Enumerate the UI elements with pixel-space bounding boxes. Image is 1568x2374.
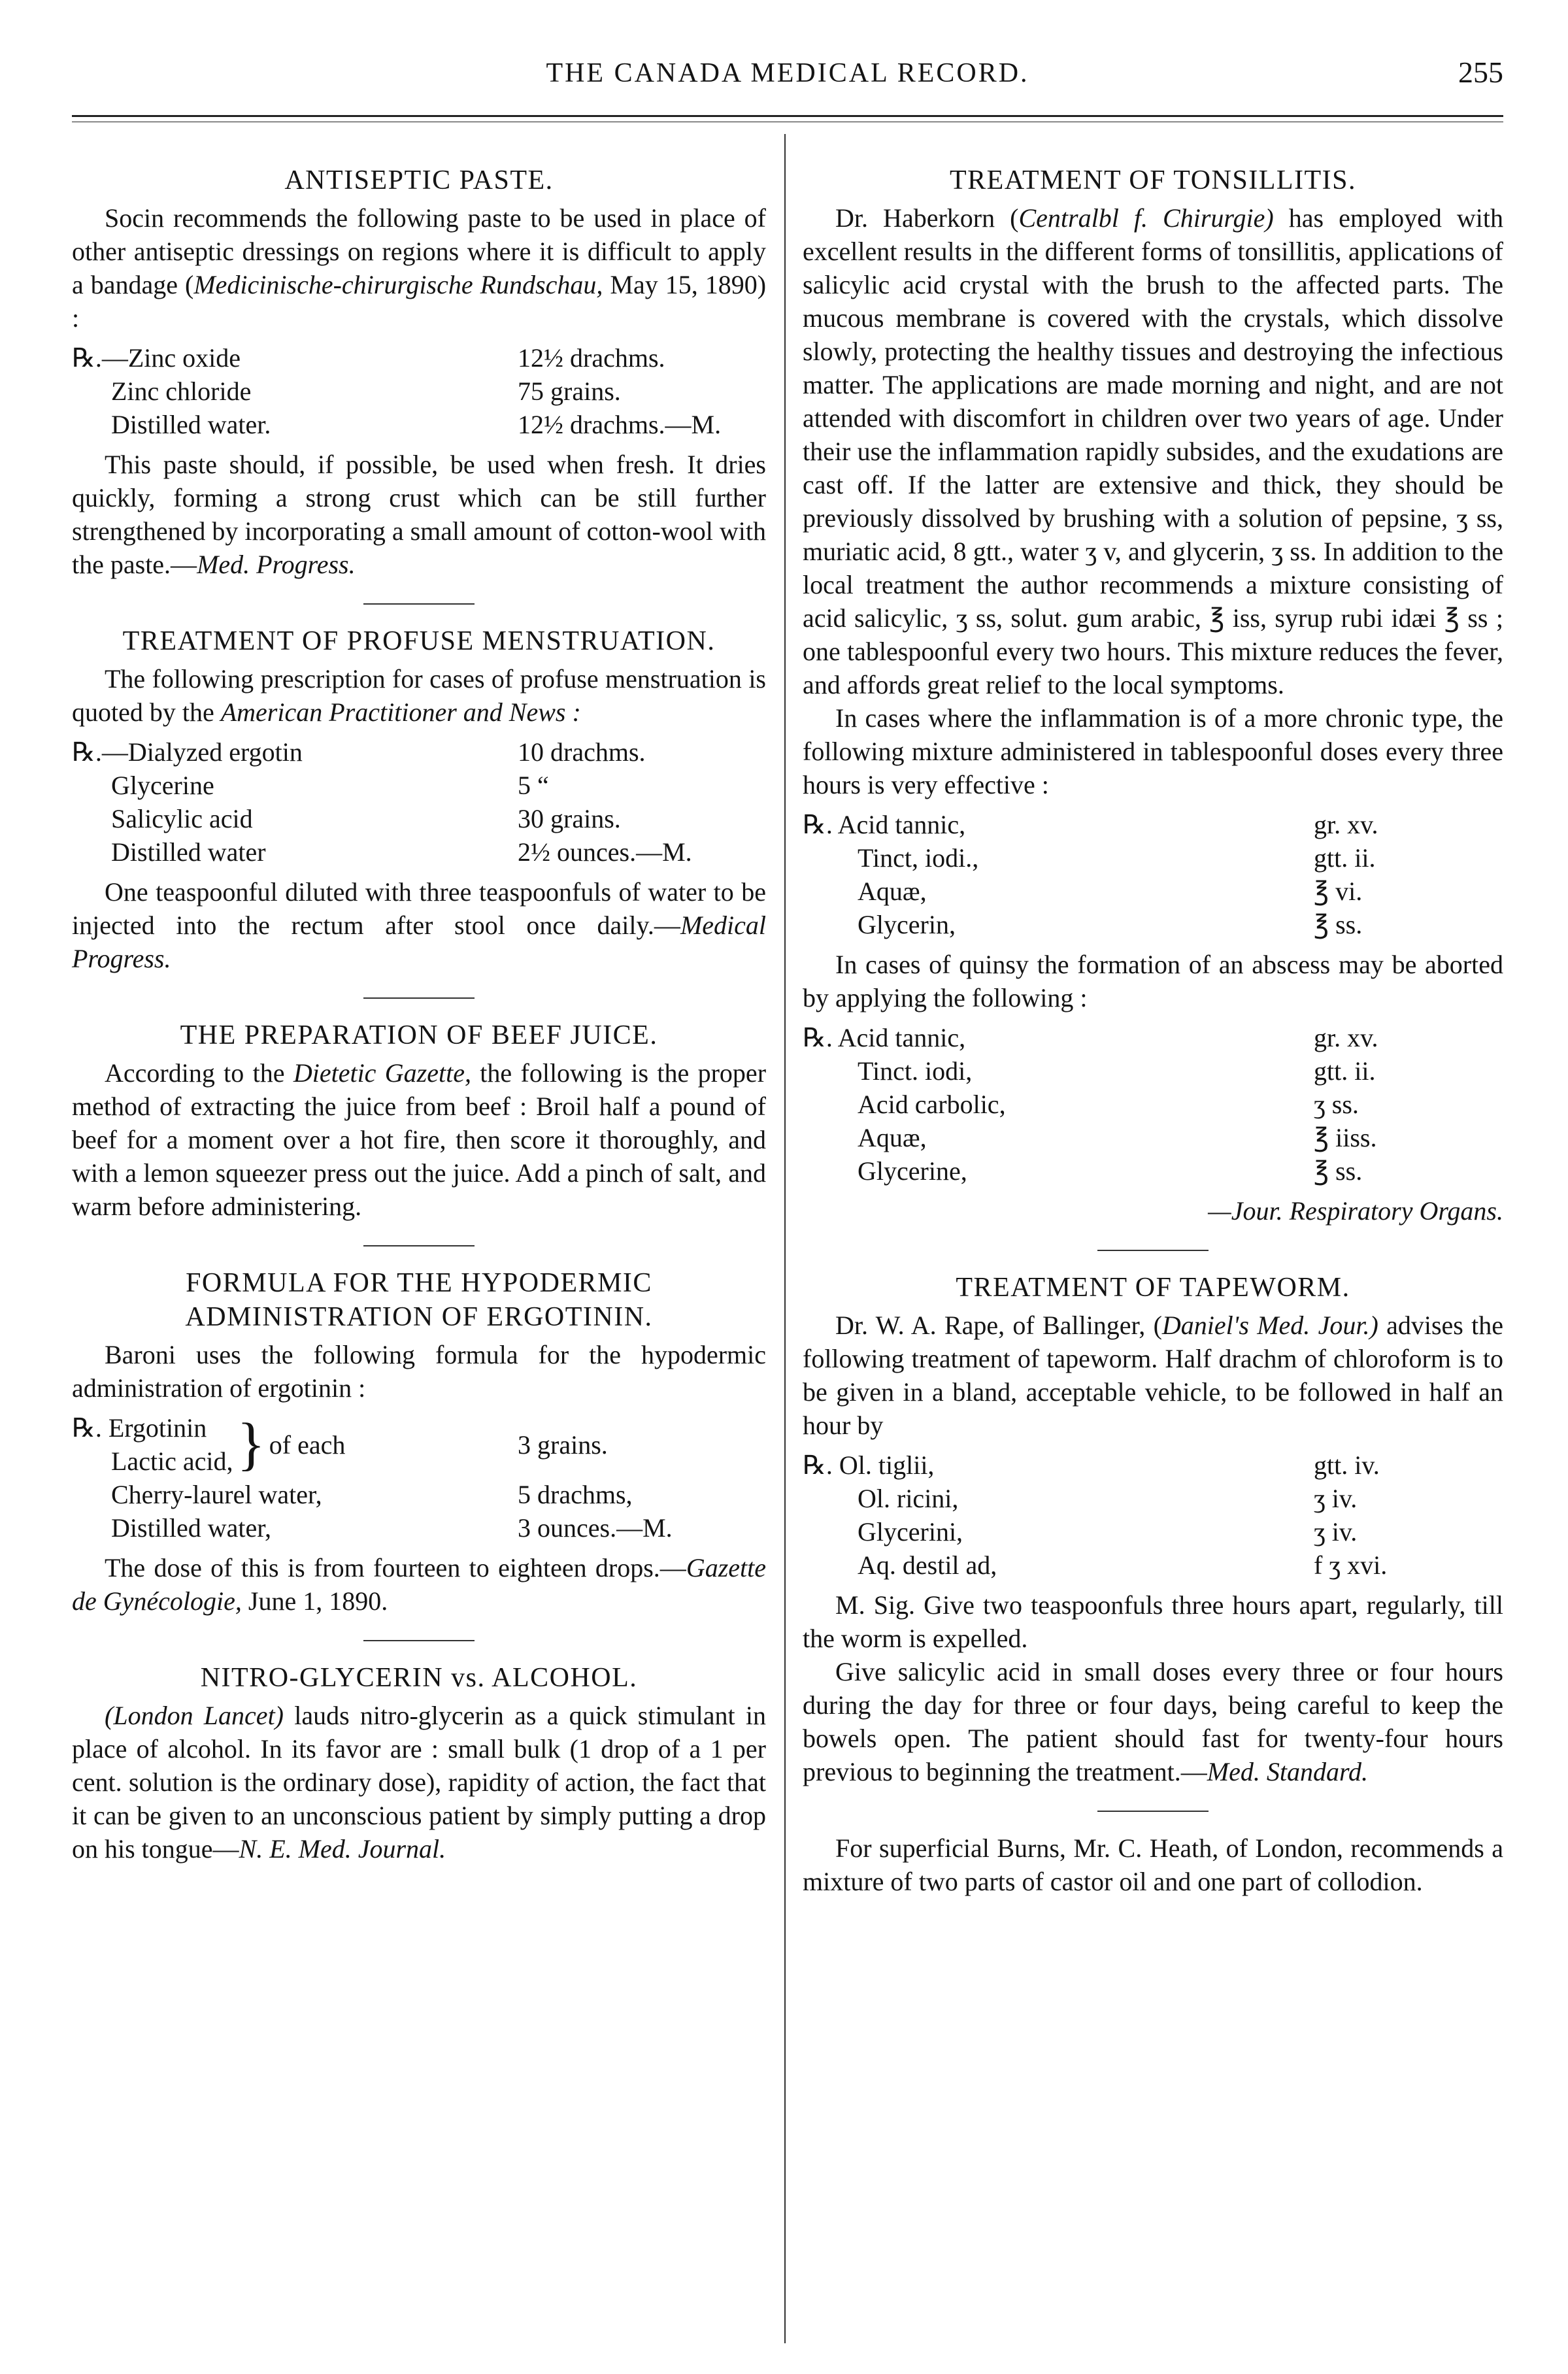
article-source: —Jour. Respiratory Organs.	[1208, 1196, 1503, 1226]
rx-amount: gtt. ii.	[1314, 1056, 1376, 1086]
section-divider	[1097, 1811, 1209, 1812]
rx-ingredient: Glycerine	[111, 771, 214, 800]
rx-amount: 12½ drachms.—M.	[518, 410, 722, 439]
rx-amount: f ʒ xvi.	[1314, 1550, 1388, 1580]
article-nitro-glycerin	[72, 1661, 766, 1865]
rx-amount: 10 drachms.	[518, 737, 646, 767]
page-number: 255	[1458, 56, 1503, 89]
article-body: According to the Dietetic Gazette, the following is the proper method of extracting the juice from beef : Broil half a pound of beef for a moment over a hot fire, then score it thoroughly, and with a lemon squeezer press out the juice. Add a pinch of salt, and warm before administering.	[72, 1058, 767, 1221]
rx-ingredient: Tinct. iodi,	[858, 1056, 973, 1086]
section-divider	[363, 1640, 475, 1641]
article-title: TREATMENT OF PROFUSE MENSTRUATION.	[122, 626, 716, 656]
page-header	[72, 52, 1503, 105]
rx-amount: ℥ ss.	[1314, 910, 1363, 939]
prescription	[803, 808, 1503, 941]
article-title: THE PREPARATION OF BEEF JUICE.	[180, 1020, 658, 1050]
article-body: M. Sig. Give two teaspoonfuls three hours apart, regularly, till the worm is expelled.	[803, 1590, 1503, 1653]
rx-brace-group	[72, 1411, 518, 1478]
article-profuse-menstruation	[72, 624, 766, 975]
prescription	[803, 1448, 1503, 1582]
rx-brace-label: of each	[269, 1429, 346, 1460]
rx-ingredient: ℞.—Zinc oxide	[72, 343, 241, 373]
article-tapeworm	[803, 1271, 1503, 1788]
prescription	[803, 1021, 1503, 1188]
section-divider	[363, 997, 475, 999]
left-column	[72, 163, 766, 1865]
header-rule	[72, 115, 1503, 117]
article-body: In cases of quinsy the formation of an abscess may be aborted by applying the following :	[803, 950, 1503, 1012]
rx-ingredient: Glycerin,	[858, 910, 956, 939]
rx-ingredient: Aq. destil ad,	[858, 1550, 997, 1580]
article-intro: The following prescription for cases of profuse menstruation is quoted by the American Practitioner and News :	[72, 664, 766, 727]
rx-ingredient: Ol. ricini,	[858, 1484, 959, 1513]
article-intro: Baroni uses the following formula for the hypodermic administration of ergotinin :	[72, 1340, 766, 1403]
rx-ingredient: ℞.—Dialyzed ergotin	[72, 737, 303, 767]
rx-amount: gr. xv.	[1314, 810, 1378, 839]
article-body: Dr. Haberkorn (Centralbl f. Chirurgie) has employed with excellent results in the different forms of tonsillitis, applications of salicylic acid crystal with the brush to the affected parts. The mucous membrane is covered with the crystals, which dissolve slowly, protecting the healthy tissues and destroying the infectious matter. The applications are made morning and night, and are not attended with discomfort in children over two years of age. Under their use the inflammation rapidly subsides, and the exudations are cast off. If the latter are extensive and thick, they should be previously dissolved by brushing with a solution of pepsine, ʒ ss, muriatic acid, 8 gtt., water ʒ v, and glycerin, ʒ ss. In addition to the local treatment the author recommends a mixture consisting of acid salicylic, ʒ ss, solut. gum arabic, ℥ iss, syrup rubi idæi ℥ ss ; one tablespoonful every two hours. This mixture reduces the fever, and affords great relief to the local symptoms.	[803, 203, 1504, 699]
rx-ingredient: Distilled water,	[111, 1513, 271, 1543]
article-title: NITRO-GLYCERIN vs. ALCOHOL.	[200, 1663, 638, 1693]
rx-amount: 5 drachms,	[518, 1480, 633, 1509]
rx-amount: 5 “	[518, 771, 549, 800]
rx-ingredient: Cherry-laurel water,	[111, 1480, 322, 1509]
rx-amount: gtt. iv.	[1314, 1450, 1380, 1480]
article-ergotinin	[72, 1266, 766, 1618]
rx-amount: gtt. ii.	[1314, 843, 1376, 873]
rx-ingredient: Tinct, iodi.,	[858, 843, 979, 873]
article-intro: Socin recommends the following paste to be used in place of other antiseptic dressings on regions where it is difficult to apply a bandage (Medicinische-chirurgische Rundschau, May 15, 1890) :	[72, 203, 767, 333]
rx-ingredient: Acid carbolic,	[858, 1090, 1006, 1119]
article-title: TREATMENT OF TONSILLITIS.	[949, 165, 1356, 195]
section-divider	[1097, 1250, 1209, 1251]
rx-amount: ℥ ss.	[1314, 1156, 1363, 1186]
article-title: TREATMENT OF TAPEWORM.	[956, 1273, 1350, 1303]
rx-ingredient: Distilled water	[111, 837, 266, 867]
rx-ingredient: Glycerini,	[858, 1517, 963, 1546]
article-beef-juice	[72, 1018, 766, 1223]
column-divider	[784, 134, 786, 2343]
rx-ingredient: Zinc chloride	[111, 376, 252, 406]
rx-ingredient: Lactic acid,	[111, 1446, 233, 1476]
rx-amount: ʒ ss.	[1314, 1090, 1359, 1119]
rx-ingredient: Glycerine,	[858, 1156, 967, 1186]
article-body: Give salicylic acid in small doses every three or four hours during the day for three or four days, being careful to keep the bowels open. The patient should fast for twenty-four hours previous to beginning the treatment.—Med. Standard.	[803, 1657, 1503, 1786]
rx-amount: gr. xv.	[1314, 1023, 1378, 1052]
section-divider	[363, 1245, 475, 1246]
article-body: The dose of this is from fourteen to eighteen drops.—Gazette de Gynécologie, June 1, 1890.	[72, 1553, 766, 1616]
article-body: For superficial Burns, Mr. C. Heath, of London, recommends a mixture of two parts of castor oil and one part of collodion.	[803, 1833, 1503, 1896]
article-title: ANTISEPTIC PASTE.	[284, 165, 554, 195]
article-body: Dr. W. A. Rape, of Ballinger, (Daniel's Med. Jour.) advises the following treatment of tapeworm. Half drachm of chloroform is to be given in a bland, acceptable vehicle, to be followed in half an hour by	[803, 1311, 1503, 1440]
running-title: THE CANADA MEDICAL RECORD.	[546, 58, 1029, 88]
rx-ingredient: Salicylic acid	[111, 804, 253, 833]
rx-amount: 30 grains.	[518, 804, 621, 833]
article-body: In cases where the inflammation is of a more chronic type, the following mixture administered in tablespoonful doses every three hours is very effective :	[803, 703, 1503, 799]
rx-amount: ʒ iv.	[1314, 1517, 1358, 1546]
article-tonsillitis	[803, 163, 1503, 1228]
prescription	[72, 341, 766, 441]
rx-ingredient: Aquæ,	[858, 1123, 927, 1152]
rx-amount: 3 ounces.—M.	[518, 1513, 673, 1543]
prescription	[72, 1411, 766, 1545]
rx-ingredient: ℞. Acid tannic,	[803, 1023, 966, 1052]
rx-amount: ʒ iv.	[1314, 1484, 1358, 1513]
section-divider	[363, 603, 475, 605]
article-antiseptic-paste	[72, 163, 766, 581]
rx-ingredient: ℞. Ergotinin	[72, 1413, 207, 1443]
rx-ingredient: ℞. Ol. tiglii,	[803, 1450, 935, 1480]
brace-symbol: }	[237, 1412, 265, 1477]
article-title: FORMULA FOR THE HYPODERMIC ADMINISTRATION OF ERGOTININ.	[185, 1268, 653, 1332]
right-column	[803, 163, 1503, 1898]
rx-ingredient: Aquæ,	[858, 877, 927, 906]
rx-amount: 12½ drachms.	[518, 343, 665, 373]
article-body: One teaspoonful diluted with three teaspoonfuls of water to be injected into the rectum after stool once daily.—Medical Progress.	[72, 877, 766, 973]
rx-ingredient: ℞. Acid tannic,	[803, 810, 966, 839]
rx-amount: ℥ iiss.	[1314, 1123, 1377, 1152]
rx-amount: ℥ vi.	[1314, 877, 1363, 906]
rx-ingredient: Distilled water.	[111, 410, 271, 439]
article-body: This paste should, if possible, be used when fresh. It dries quickly, forming a strong crust which can be still further strengthened by incorporating a small amount of cotton-wool with the paste.—Med. Progress.	[72, 450, 766, 579]
prescription	[72, 735, 766, 869]
rx-amount: 75 grains.	[518, 376, 621, 406]
rx-amount: 2½ ounces.—M.	[518, 837, 692, 867]
article-body: (London Lancet) lauds nitro-glycerin as a quick stimulant in place of alcohol. In its favor are : small bulk (1 drop of a 1 per cent. solution is the ordinary dose), rapidity of action, the fact that it can be given to an unconscious patient by simply putting a drop on his tongue—N. E. Med. Journal.	[72, 1701, 766, 1864]
rx-amount: 3 grains.	[518, 1429, 608, 1460]
article-burns	[803, 1831, 1503, 1898]
